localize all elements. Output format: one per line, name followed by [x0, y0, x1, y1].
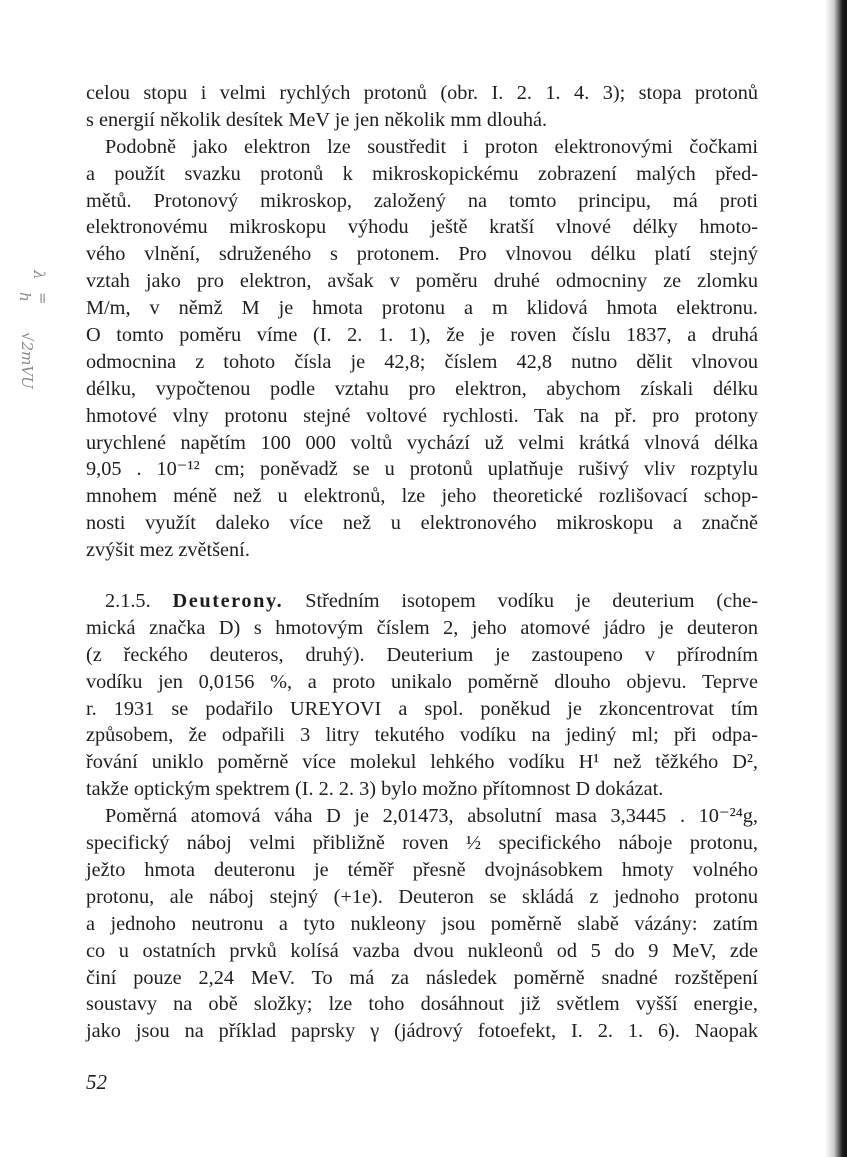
section-number: 2.1.5. — [105, 590, 151, 613]
text-line: Poměrná atomová váha D je 2,01473, absolutní masa 3,3445 . 10⁻²⁴g, — [105, 805, 758, 828]
text-line: elektronovému mikroskopu výhodu ještě kratší vlnové délky hmoto- — [86, 216, 758, 239]
text-line: r. 1931 se podařilo UREYOVI a spol. poněkud je zkoncentrovat tím — [86, 697, 758, 720]
margin-note-lambda: λ — [30, 270, 48, 280]
text-line: protonu, ale náboj stejný (+1e). Deuteron se skládá z jednoho protonu — [86, 885, 758, 908]
section-gap — [86, 564, 758, 588]
text-line: řování uniklo poměrně více molekul lehkého vodíku H¹ než těžkého D², — [86, 751, 758, 774]
text-line: vého vlnění, sdruženého s protonem. Pro vlnovou délku platí stejný — [86, 243, 758, 266]
text-line: M/m, v němž M je hmota protonu a m klidová hmota elektronu. — [86, 297, 758, 320]
text-line: soustavy na obě složky; lze toho dosáhnout již světlem vyšší energie, — [86, 993, 758, 1016]
page-body — [86, 80, 758, 1045]
text-line: nosti využít daleko více než u elektronového mikroskopu a značně — [86, 512, 758, 535]
text-line: vztah jako pro elektron, avšak v poměru druhé odmocniny ze zlomku — [86, 270, 758, 293]
paragraph-2 — [86, 134, 758, 564]
text-line: délku, vypočtenou podle vztahu pro elektron, abychom získali délku — [86, 377, 758, 400]
text-line: s energií několik desítek MeV je jen několik mm dlouhá. — [86, 108, 548, 131]
text-line: mětů. Protonový mikroskop, založený na tomto principu, má proti — [86, 189, 758, 212]
text-line: takže optickým spektrem (I. 2. 2. 3) bylo možno přítomnost D dokázat. — [86, 778, 664, 801]
margin-note-equals-h: = h — [16, 292, 52, 305]
text-line: Podobně jako elektron lze soustředit i proton elektronovými čočkami — [105, 135, 758, 158]
text-line: celou stopu i velmi rychlých protonů (obr. I. 2. 1. 4. 3); stopa protonů — [86, 82, 758, 104]
text-line: způsobem, že odpařili 3 litry tekutého vodíku na jediný ml; při odpa- — [86, 724, 758, 747]
paragraph-1 — [86, 80, 758, 134]
text-line: specifický náboj velmi přibližně roven ½ specifického náboje protonu, — [86, 832, 758, 855]
text-line: činí pouze 2,24 MeV. To má za následek poměrně snadné rozštěpení — [86, 966, 758, 989]
text-line: a použít svazku protonů k mikroskopickému zobrazení malých před- — [86, 162, 758, 185]
section-deuterony — [86, 588, 758, 1045]
text-line: odmocnina z tohoto čísla je 42,8; číslem 42,8 nutno dělit vlnovou — [86, 350, 758, 373]
text-line: mická značka D) s hmotovým číslem 2, jeho atomové jádro je deuteron — [86, 616, 758, 639]
page-number: 52 — [86, 1070, 107, 1094]
text-line: jako jsou na příklad paprsky γ (jádrový fotoefekt, I. 2. 1. 6). Naopak — [86, 1020, 758, 1043]
text-line: 9,05 . 10⁻¹² cm; poněvadž se u protonů uplatňuje rušivý vliv rozptylu — [86, 458, 758, 481]
text-line: a jednoho neutronu a tyto nukleony jsou poměrně slabě vázány: zatím — [86, 912, 758, 935]
section-heading: Deuterony. — [172, 590, 284, 613]
margin-note-root: √2mVU — [18, 332, 36, 389]
section-line-0: Středním isotopem vodíku je deuterium (che- — [305, 590, 759, 613]
text-line: urychlené napětím 100 000 voltů vychází už velmi krátká vlnová délka — [86, 431, 758, 454]
handwritten-margin-note — [12, 270, 56, 430]
text-line: vodíku jen 0,0156 %, a proto unikalo poměrně dlouho objevu. Teprve — [86, 670, 758, 693]
text-line: mnohem méně než u elektronů, lze jeho theoretické rozlišovací schop- — [86, 485, 758, 508]
section-first-line — [86, 588, 758, 615]
text-line: zvýšit mez zvětšení. — [86, 539, 250, 562]
text-line: ježto hmota deuteronu je téměř přesně dvojnásobkem hmoty volného — [86, 858, 758, 881]
text-line: O tomto poměru víme (I. 2. 1. 1), že je roven číslu 1837, a druhá — [86, 324, 758, 347]
text-line: co u ostatních prvků kolísá vazba dvou nukleonů od 5 do 9 MeV, zde — [86, 939, 758, 962]
text-line: hmotové vlny protonu stejné voltové rychlosti. Tak na př. pro protony — [86, 404, 758, 427]
page-edge-shadow — [825, 0, 847, 1157]
text-line: (z řeckého deuteros, druhý). Deuterium je zastoupeno v přírodním — [86, 643, 758, 666]
